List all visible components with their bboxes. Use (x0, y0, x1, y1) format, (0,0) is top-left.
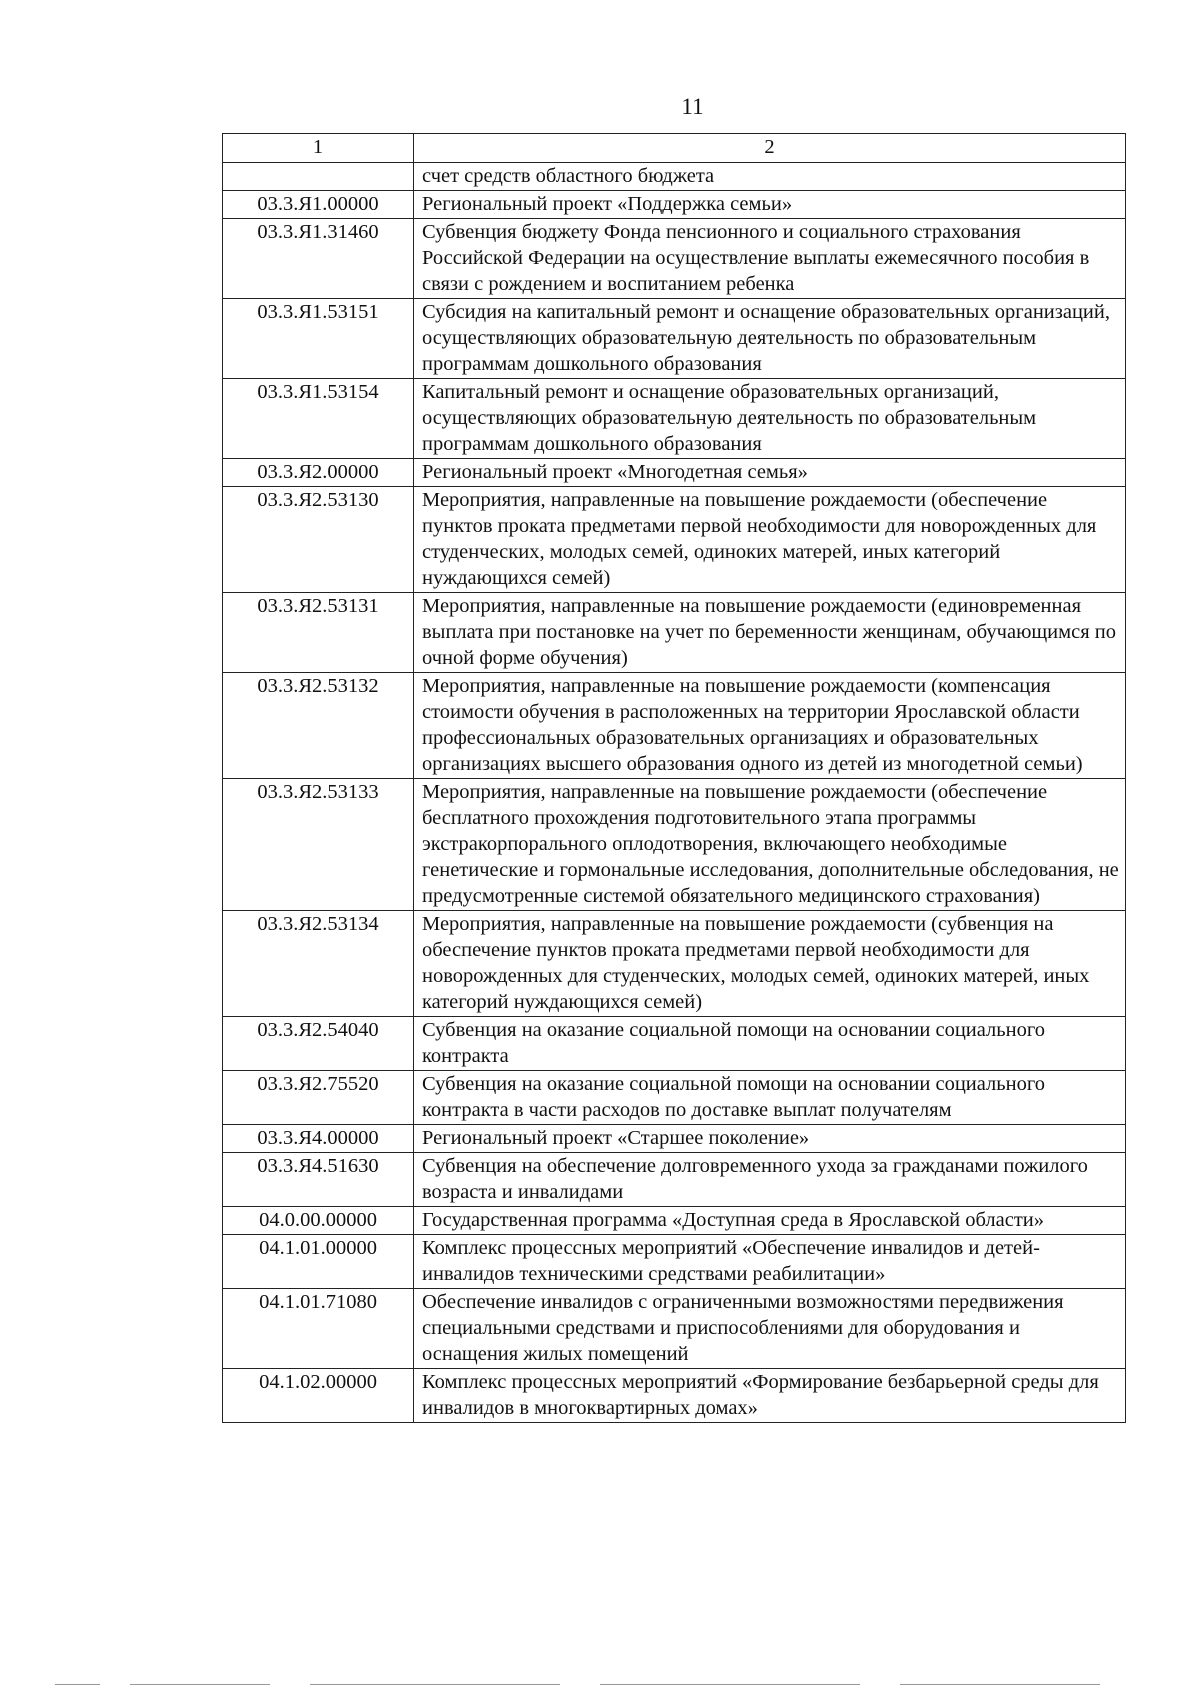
row-description: Комплекс процессных мероприятий «Обеспечение инвалидов и детей-инвалидов техническими средствами реабилитации» (414, 1235, 1126, 1289)
table-row (223, 779, 1126, 911)
column-header-code: 1 (223, 134, 414, 163)
table-row (223, 1369, 1126, 1423)
table-row (223, 911, 1126, 1017)
row-description: Мероприятия, направленные на повышение рождаемости (компенсация стоимости обучения в расположенных на территории Ярославской области профессиональных образовательных организациях и образовательных организациях высшего образования одного из детей из многодетной семьи) (414, 673, 1126, 779)
row-code: 03.3.Я2.54040 (223, 1017, 414, 1071)
row-code: 03.3.Я1.53154 (223, 379, 414, 459)
row-code: 03.3.Я2.75520 (223, 1071, 414, 1125)
table-row (223, 1207, 1126, 1235)
row-description: Субвенция бюджету Фонда пенсионного и социального страхования Российской Федерации на осуществление выплаты ежемесячного пособия в связи с рождением и воспитанием ребенка (414, 219, 1126, 299)
table-row (223, 459, 1126, 487)
table-row (223, 1017, 1126, 1071)
row-description: Комплекс процессных мероприятий «Формирование безбарьерной среды для инвалидов в многоквартирных домах» (414, 1369, 1126, 1423)
scan-edge-line (55, 1684, 100, 1685)
table-row (223, 1125, 1126, 1153)
row-code: 03.3.Я2.00000 (223, 459, 414, 487)
row-description: Мероприятия, направленные на повышение рождаемости (обеспечение бесплатного прохождения подготовительного этапа программы экстракорпорального оплодотворения, включающего необходимые генетические и гормональные исследования, дополнительные обследования, не предусмотренные системой обязательного медицинского страхования) (414, 779, 1126, 911)
row-description: Мероприятия, направленные на повышение рождаемости (обеспечение пунктов проката предметами первой необходимости для новорожденных для студенческих, молодых семей, одиноких матерей, иных категорий нуждающихся семей) (414, 487, 1126, 593)
row-code: 04.1.01.71080 (223, 1289, 414, 1369)
row-code: 04.1.01.00000 (223, 1235, 414, 1289)
scan-edge-line (310, 1684, 560, 1685)
page-number: 11 (681, 94, 704, 119)
row-description: Субвенция на оказание социальной помощи на основании социального контракта в части расходов по доставке выплат получателям (414, 1071, 1126, 1125)
row-code: 04.1.02.00000 (223, 1369, 414, 1423)
table-row (223, 1071, 1126, 1125)
table-row (223, 673, 1126, 779)
row-description: Субвенция на обеспечение долговременного ухода за гражданами пожилого возраста и инвалидами (414, 1153, 1126, 1207)
row-description: Региональный проект «Поддержка семьи» (414, 191, 1126, 219)
table-row (223, 379, 1126, 459)
row-code: 03.3.Я2.53131 (223, 593, 414, 673)
row-code: 03.3.Я2.53133 (223, 779, 414, 911)
row-code: 03.3.Я2.53130 (223, 487, 414, 593)
row-description: Государственная программа «Доступная среда в Ярославской области» (414, 1207, 1126, 1235)
budget-classification-table (222, 133, 1126, 1423)
row-description: Региональный проект «Старшее поколение» (414, 1125, 1126, 1153)
scan-edge-line (130, 1684, 270, 1685)
table-row (223, 191, 1126, 219)
row-description: Мероприятия, направленные на повышение рождаемости (единовременная выплата при постановке на учет по беременности женщинам, обучающимся по очной форме обучения) (414, 593, 1126, 673)
row-code: 03.3.Я2.53132 (223, 673, 414, 779)
column-header-description: 2 (414, 134, 1126, 163)
row-description: Обеспечение инвалидов с ограниченными возможностями передвижения специальными средствами и приспособлениями для оборудования и оснащения жилых помещений (414, 1289, 1126, 1369)
table-row (223, 487, 1126, 593)
row-code (223, 163, 414, 191)
table-header-row (223, 134, 1126, 163)
table-row (223, 1289, 1126, 1369)
row-description: Мероприятия, направленные на повышение рождаемости (субвенция на обеспечение пунктов проката предметами первой необходимости для новорожденных для студенческих, молодых семей, одиноких матерей, иных категорий нуждающихся семей) (414, 911, 1126, 1017)
table-row (223, 299, 1126, 379)
table-row (223, 593, 1126, 673)
scan-edge-line (600, 1684, 860, 1685)
row-description: Субсидия на капитальный ремонт и оснащение образовательных организаций, осуществляющих образовательную деятельность по образовательным программам дошкольного образования (414, 299, 1126, 379)
row-code: 04.0.00.00000 (223, 1207, 414, 1235)
row-description: Капитальный ремонт и оснащение образовательных организаций, осуществляющих образовательную деятельность по образовательным программам дошкольного образования (414, 379, 1126, 459)
row-description: Региональный проект «Многодетная семья» (414, 459, 1126, 487)
row-code: 03.3.Я4.00000 (223, 1125, 414, 1153)
row-description: Субвенция на оказание социальной помощи на основании социального контракта (414, 1017, 1126, 1071)
row-code: 03.3.Я1.53151 (223, 299, 414, 379)
row-code: 03.3.Я4.51630 (223, 1153, 414, 1207)
row-description: счет средств областного бюджета (414, 163, 1126, 191)
table-row (223, 1153, 1126, 1207)
row-code: 03.3.Я1.31460 (223, 219, 414, 299)
table-row (223, 1235, 1126, 1289)
row-code: 03.3.Я2.53134 (223, 911, 414, 1017)
table-row (223, 219, 1126, 299)
row-code: 03.3.Я1.00000 (223, 191, 414, 219)
table-row (223, 163, 1126, 191)
scan-edge-line (900, 1684, 1100, 1685)
